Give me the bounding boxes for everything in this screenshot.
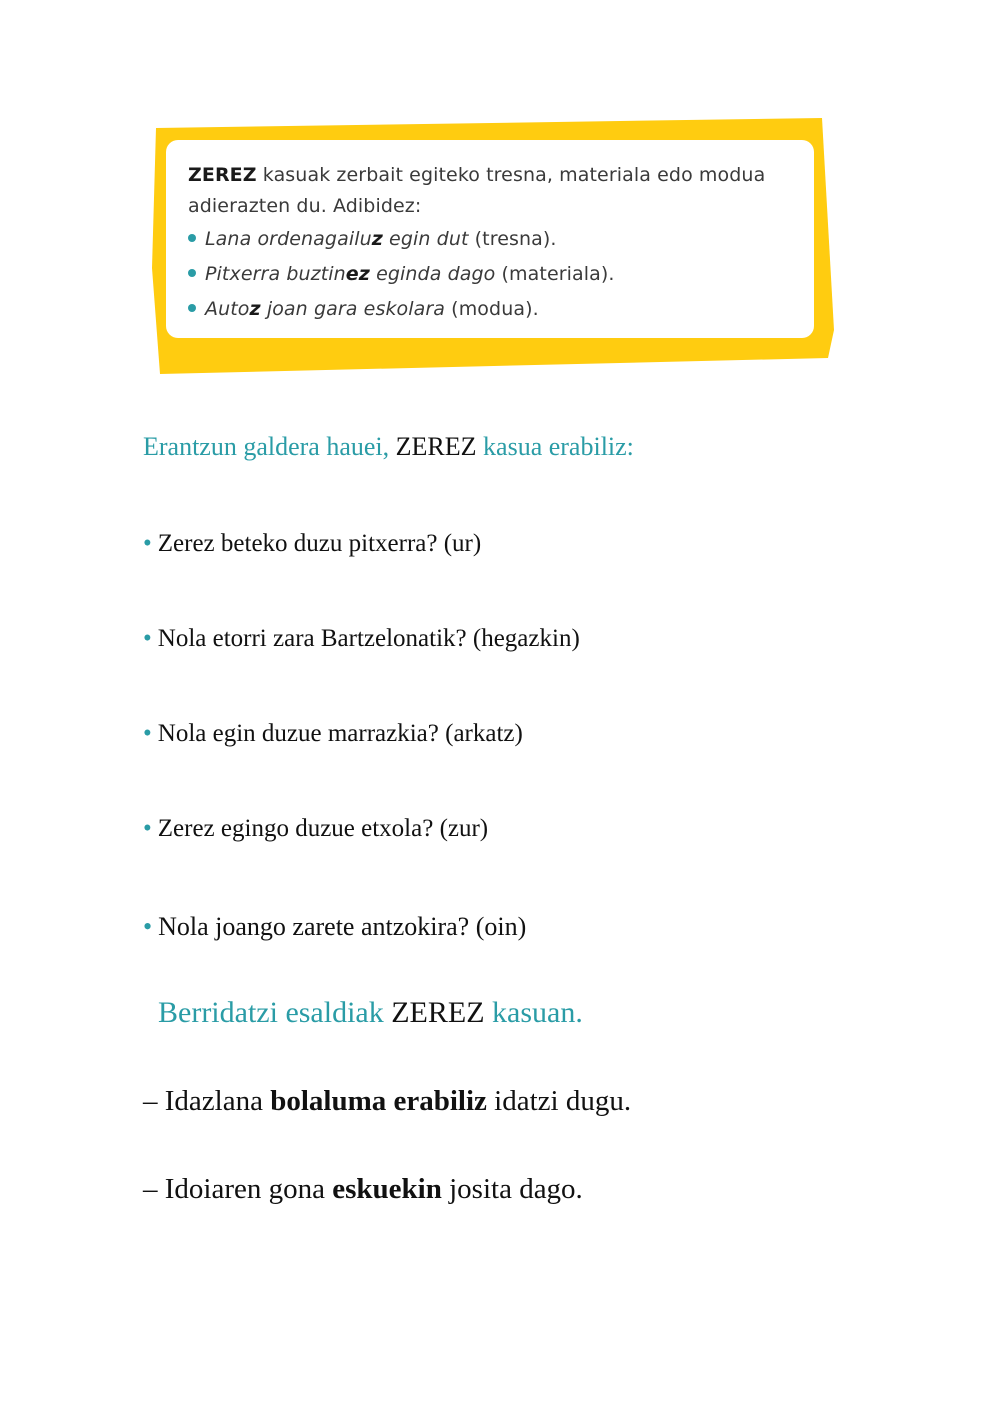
question-text: Nola egin duzue marrazkia? (arkatz) <box>157 720 523 747</box>
rewrite-sentence <box>143 1173 583 1206</box>
question-text: Nola joango zarete antzokira? (oin) <box>158 912 527 941</box>
example-1-pre: Lana ordenagailu <box>205 228 372 250</box>
question-text: Nola etorri zara Bartzelonatik? (hegazkin) <box>157 625 580 652</box>
bullet-icon: • <box>143 815 152 842</box>
rewrite-heading-part1: Berridatzi esaldiak <box>158 996 384 1029</box>
instruction-part1: Erantzun galdera hauei, <box>143 432 390 461</box>
instruction-keyword: ZEREZ <box>395 432 477 461</box>
bullet-icon <box>188 304 196 312</box>
bullet-icon: • <box>143 912 153 941</box>
definition-body: kasuak zerbait egiteko tresna, materiala edo modua adierazten du. Adibidez: <box>188 164 766 217</box>
definition-text <box>188 160 814 222</box>
example-1 <box>188 222 814 257</box>
question-text: Zerez beteko duzu pitxerra? (ur) <box>157 530 482 557</box>
sentence-post: josita dago. <box>449 1173 583 1205</box>
zerez-info-box <box>148 118 838 378</box>
example-3-pre: Auto <box>205 298 250 320</box>
example-3 <box>188 292 814 327</box>
example-3-mark: z <box>249 298 261 320</box>
example-2-note: (materiala). <box>495 263 615 285</box>
rewrite-heading-part2: kasuan. <box>492 996 583 1029</box>
sentence-bold: eskuekin <box>332 1173 442 1205</box>
rewrite-sentence <box>143 1085 631 1118</box>
instruction-part2: kasua erabiliz: <box>483 432 634 461</box>
sentence-post: idatzi dugu. <box>494 1085 632 1117</box>
example-1-note: (tresna). <box>468 228 557 250</box>
example-1-post: egin dut <box>382 228 469 250</box>
question-text: Zerez egingo duzue etxola? (zur) <box>157 815 489 842</box>
question-item <box>143 530 481 558</box>
example-3-post: joan gara eskolara <box>260 298 446 320</box>
question-item <box>143 720 523 748</box>
question-item <box>143 815 488 843</box>
bullet-icon <box>188 234 196 242</box>
example-1-mark: z <box>371 228 383 250</box>
question-item <box>143 912 526 942</box>
bullet-icon <box>188 269 196 277</box>
dash: – <box>143 1085 158 1117</box>
instruction-heading <box>143 432 634 462</box>
sentence-pre: Idoiaren gona <box>164 1173 325 1205</box>
question-item <box>143 625 580 653</box>
dash: – <box>143 1173 158 1205</box>
example-2-mark: ez <box>345 263 370 285</box>
sentence-pre: Idazlana <box>164 1085 263 1117</box>
bullet-icon: • <box>143 530 152 557</box>
rewrite-heading-keyword: ZEREZ <box>391 996 485 1029</box>
info-content <box>166 140 814 338</box>
example-3-note: (modua). <box>445 298 539 320</box>
sentence-bold: bolaluma erabiliz <box>270 1085 487 1117</box>
example-2-pre: Pitxerra buztin <box>205 263 346 285</box>
example-2-post: eginda dago <box>369 263 496 285</box>
rewrite-heading <box>158 996 583 1030</box>
example-2 <box>188 257 814 292</box>
bullet-icon: • <box>143 720 152 747</box>
definition-term: ZEREZ <box>188 164 257 186</box>
bullet-icon: • <box>143 625 152 652</box>
